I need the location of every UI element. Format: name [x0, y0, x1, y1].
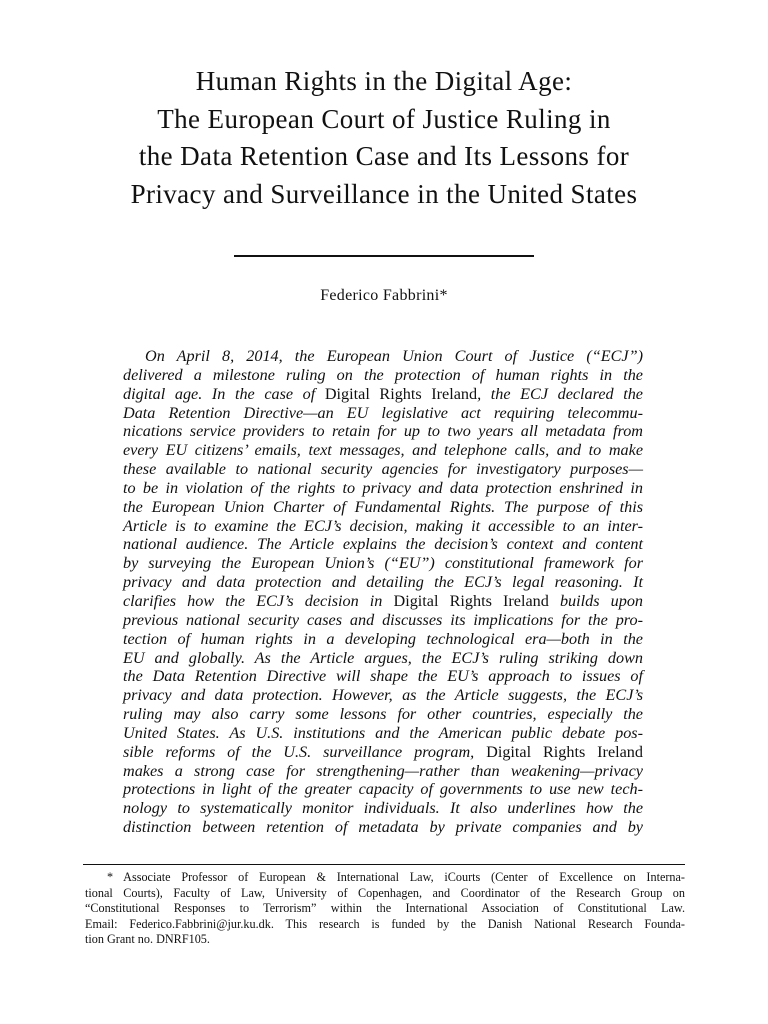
abstract-text: these available to national security agencies for investigatory purposes—: [123, 460, 643, 479]
abstract-line: [123, 780, 643, 799]
abstract-text: to be in violation of the rights to privacy and data protection enshrined in: [123, 478, 643, 497]
abstract-text: On April 8, 2014, the European Union Court of Justice (“ECJ”): [145, 347, 643, 365]
footnote-divider-rule: [83, 864, 685, 865]
abstract-line: [123, 686, 643, 705]
abstract-line: [123, 554, 643, 573]
abstract-text: by surveying the European Union’s (“EU”) constitutional framework for: [123, 554, 643, 573]
footnote-line: tional Courts), Faculty of Law, University of Copenhagen, and Coordinator of the Research Group on: [85, 885, 685, 900]
case-name: Digital Rights Ireland: [486, 742, 643, 761]
abstract-text: every EU citizens’ emails, text messages, and telephone calls, and to make: [123, 441, 643, 460]
case-name: Digital Rights Ireland: [324, 384, 478, 403]
abstract-line: [123, 441, 643, 460]
abstract-text: the European Union Charter of Fundamental Rights. The purpose of this: [123, 497, 643, 516]
abstract-text: protections in light of the greater capacity of governments to use new tech-: [123, 780, 643, 799]
title-line: Privacy and Surveillance in the United States: [130, 178, 638, 209]
abstract-line: [123, 573, 643, 592]
abstract-text: makes a strong case for strengthening—rather than weakening—privacy: [123, 761, 643, 780]
abstract-line: [123, 479, 643, 498]
abstract-text: nology to systematically monitor individuals. It also underlines how the: [123, 799, 643, 818]
title-line: the Data Retention Case and Its Lessons for: [138, 141, 630, 171]
abstract-line: [123, 366, 643, 385]
abstract-text: tection of human rights in a developing technological era—both in the: [123, 629, 643, 648]
abstract-line: [123, 404, 643, 423]
title-line: The European Court of Justice Ruling in: [157, 103, 611, 134]
title-line: Human Rights in the Digital Age:: [195, 66, 573, 96]
abstract-line: [123, 460, 643, 479]
abstract-text: clarifies how the ECJ’s decision in: [123, 591, 394, 610]
abstract-text: privacy and data protection. However, as the Article suggests, the ECJ’s: [123, 686, 643, 705]
abstract-line: [123, 535, 643, 554]
abstract-text: builds upon: [548, 591, 644, 610]
abstract-line: [123, 705, 643, 724]
abstract-text: digital age. In the case of: [123, 384, 325, 403]
title-divider-rule: [234, 255, 534, 257]
abstract-line: [123, 743, 643, 762]
abstract-text: sible reforms of the U.S. surveillance program,: [123, 742, 487, 761]
abstract-text: privacy and data protection and detailing the ECJ’s legal reasoning. It: [123, 573, 643, 592]
abstract-line: [123, 422, 643, 441]
abstract-line: [123, 385, 643, 404]
author-footnote: [85, 870, 685, 948]
abstract-text: Data Retention Directive—an EU legislative act requiring telecommu-: [123, 403, 643, 422]
abstract-line: [123, 592, 643, 611]
abstract-text: delivered a milestone ruling on the protection of human rights in the: [123, 365, 643, 384]
footnote-line: tion Grant no. DNRF105.: [85, 932, 210, 947]
abstract-text: distinction between retention of metadata by private companies and by: [123, 818, 643, 837]
abstract-text: , the ECJ declared the: [477, 384, 643, 403]
abstract-line: [123, 724, 643, 743]
abstract-text: Article is to examine the ECJ’s decision, making it accessible to an inter-: [123, 516, 643, 535]
abstract-text: nications service providers to retain for up to two years all metadata from: [123, 422, 643, 441]
abstract-line: [123, 630, 643, 649]
abstract-line: [123, 649, 643, 668]
article-title: [60, 63, 708, 213]
abstract-text: the Data Retention Directive will shape the EU’s approach to issues of: [123, 667, 643, 686]
abstract-text: ruling may also carry some lessons for other countries, especially the: [123, 705, 643, 724]
abstract-line: [123, 762, 643, 781]
abstract-line: [123, 498, 643, 517]
abstract-line: [123, 667, 643, 686]
abstract-text: United States. As U.S. institutions and the American public debate pos-: [123, 723, 643, 742]
case-name: Digital Rights Ireland: [393, 591, 549, 610]
footnote-line: Email: Federico.Fabbrini@jur.ku.dk. This research is funded by the Danish National Research Founda-: [85, 916, 685, 931]
abstract: [123, 347, 643, 837]
footnote-line: * Associate Professor of European & International Law, iCourts (Center of Excellence on Interna-: [107, 870, 685, 884]
abstract-text: previous national security cases and discusses its implications for the pro-: [123, 610, 643, 629]
abstract-line: [123, 517, 643, 536]
abstract-line: [123, 347, 643, 366]
abstract-line: [123, 611, 643, 630]
abstract-text: EU and globally. As the Article argues, the ECJ’s ruling striking down: [123, 648, 643, 667]
abstract-line: [123, 799, 643, 818]
footnote-line: “Constitutional Responses to Terrorism” within the International Association of Constitutional Law.: [85, 901, 685, 916]
author-name: Federico Fabbrini*: [320, 287, 448, 304]
abstract-text: national audience. The Article explains the decision’s context and content: [123, 535, 643, 554]
abstract-line: [123, 818, 643, 837]
